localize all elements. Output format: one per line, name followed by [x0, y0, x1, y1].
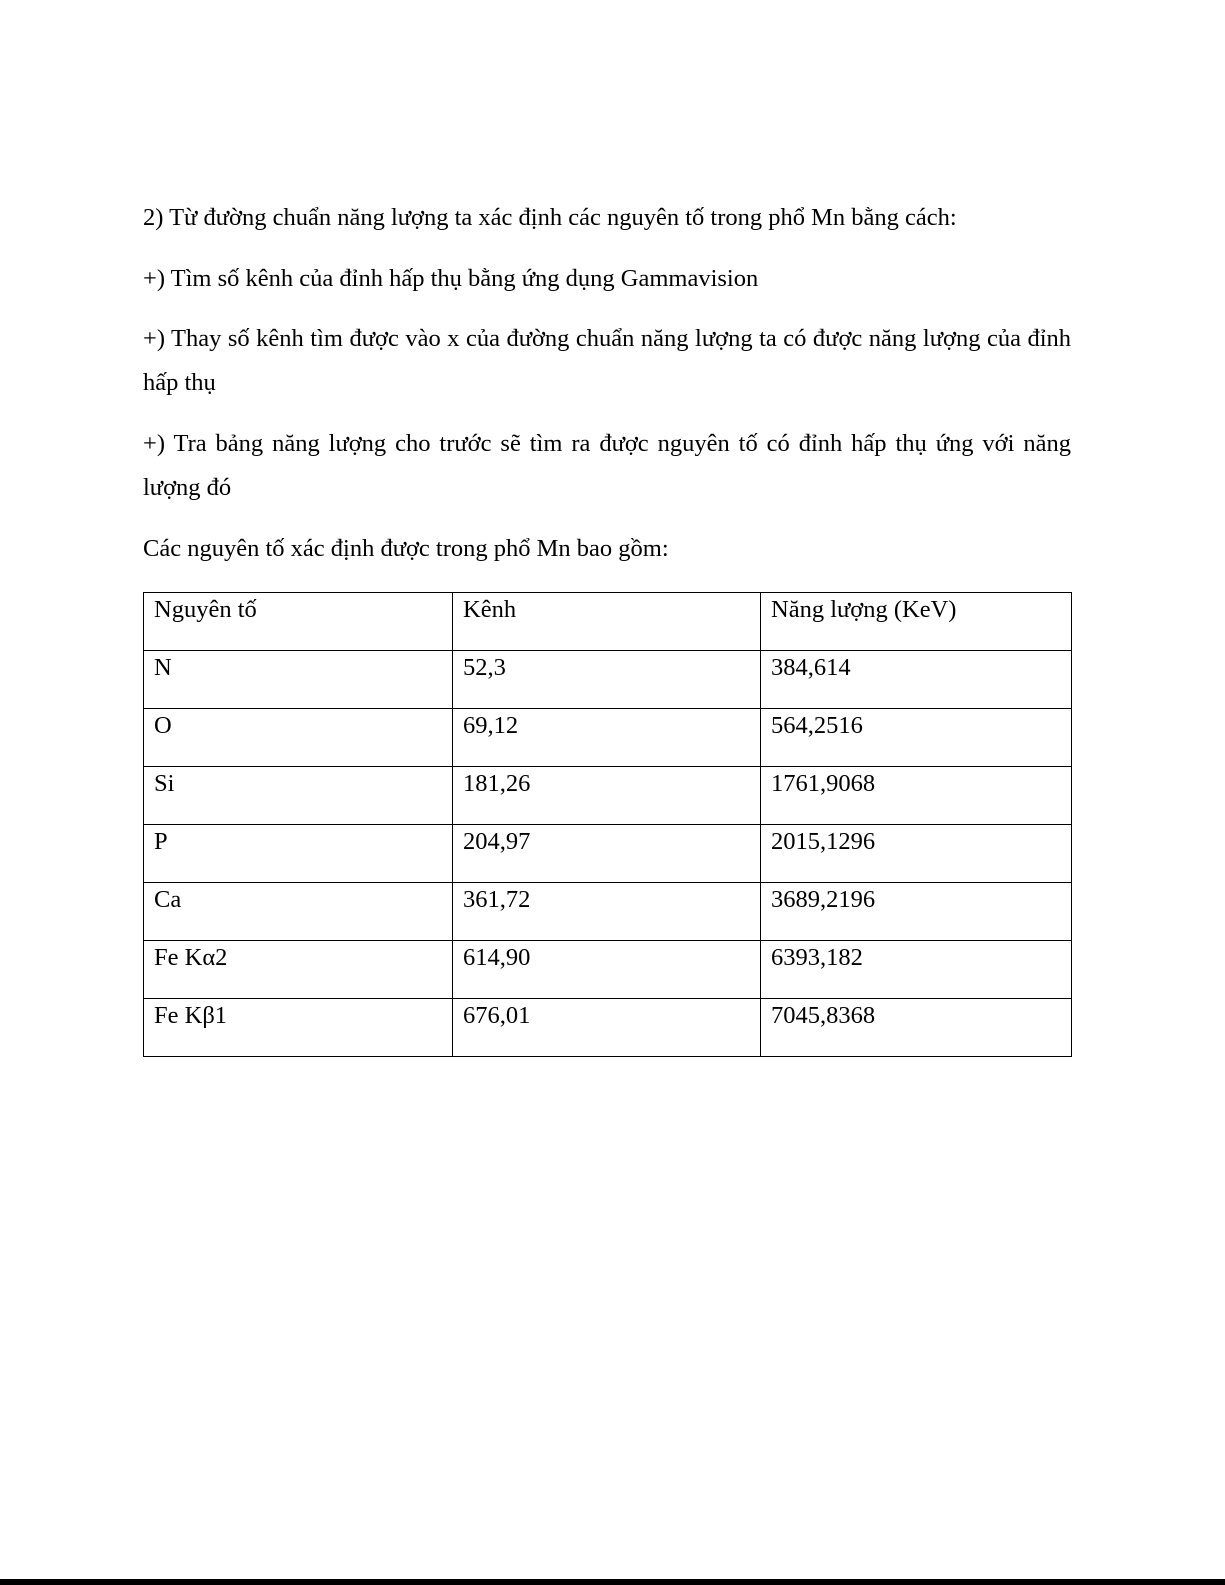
- table-row: [144, 999, 1072, 1057]
- cell-element: N: [144, 651, 453, 709]
- cell-channel: 204,97: [453, 825, 761, 883]
- cell-channel: 69,12: [453, 709, 761, 767]
- cell-energy: 7045,8368: [761, 999, 1072, 1057]
- table-row: [144, 883, 1072, 941]
- cell-energy: 384,614: [761, 651, 1072, 709]
- header-channel: Kênh: [453, 593, 761, 651]
- cell-channel: 676,01: [453, 999, 761, 1057]
- cell-element: Fe Kβ1: [144, 999, 453, 1057]
- elements-table: [143, 592, 1072, 1057]
- step-lookup-energy: +) Tra bảng năng lượng cho trước sẽ tìm ra được nguyên tố có đỉnh hấp thụ ứng với năng lượng đó: [143, 430, 1071, 501]
- table-row: [144, 709, 1072, 767]
- table-intro: Các nguyên tố xác định được trong phổ Mn bao gồm:: [143, 535, 669, 562]
- cell-element: Si: [144, 767, 453, 825]
- table-row: [144, 941, 1072, 999]
- step-find-channel: +) Tìm số kênh của đỉnh hấp thụ bằng ứng dụng Gammavision: [143, 265, 759, 292]
- cell-channel: 361,72: [453, 883, 761, 941]
- table-row: [144, 825, 1072, 883]
- cell-channel: 181,26: [453, 767, 761, 825]
- page-bottom-border: [0, 1579, 1225, 1585]
- cell-channel: 614,90: [453, 941, 761, 999]
- header-element: Nguyên tố: [144, 593, 453, 651]
- header-energy: Năng lượng (KeV): [761, 593, 1072, 651]
- cell-element: O: [144, 709, 453, 767]
- cell-element: P: [144, 825, 453, 883]
- table-row: [144, 651, 1072, 709]
- cell-element: Fe Kα2: [144, 941, 453, 999]
- cell-element: Ca: [144, 883, 453, 941]
- table-row: [144, 767, 1072, 825]
- cell-energy: 3689,2196: [761, 883, 1072, 941]
- cell-energy: 564,2516: [761, 709, 1072, 767]
- section-heading: 2) Từ đường chuẩn năng lượng ta xác định các nguyên tố trong phổ Mn bằng cách:: [143, 204, 957, 231]
- table-header-row: [144, 593, 1072, 651]
- cell-energy: 1761,9068: [761, 767, 1072, 825]
- cell-channel: 52,3: [453, 651, 761, 709]
- cell-energy: 6393,182: [761, 941, 1072, 999]
- cell-energy: 2015,1296: [761, 825, 1072, 883]
- step-substitute-channel: +) Thay số kênh tìm được vào x của đường chuẩn năng lượng ta có được năng lượng của đỉnh hấp thụ: [143, 325, 1071, 396]
